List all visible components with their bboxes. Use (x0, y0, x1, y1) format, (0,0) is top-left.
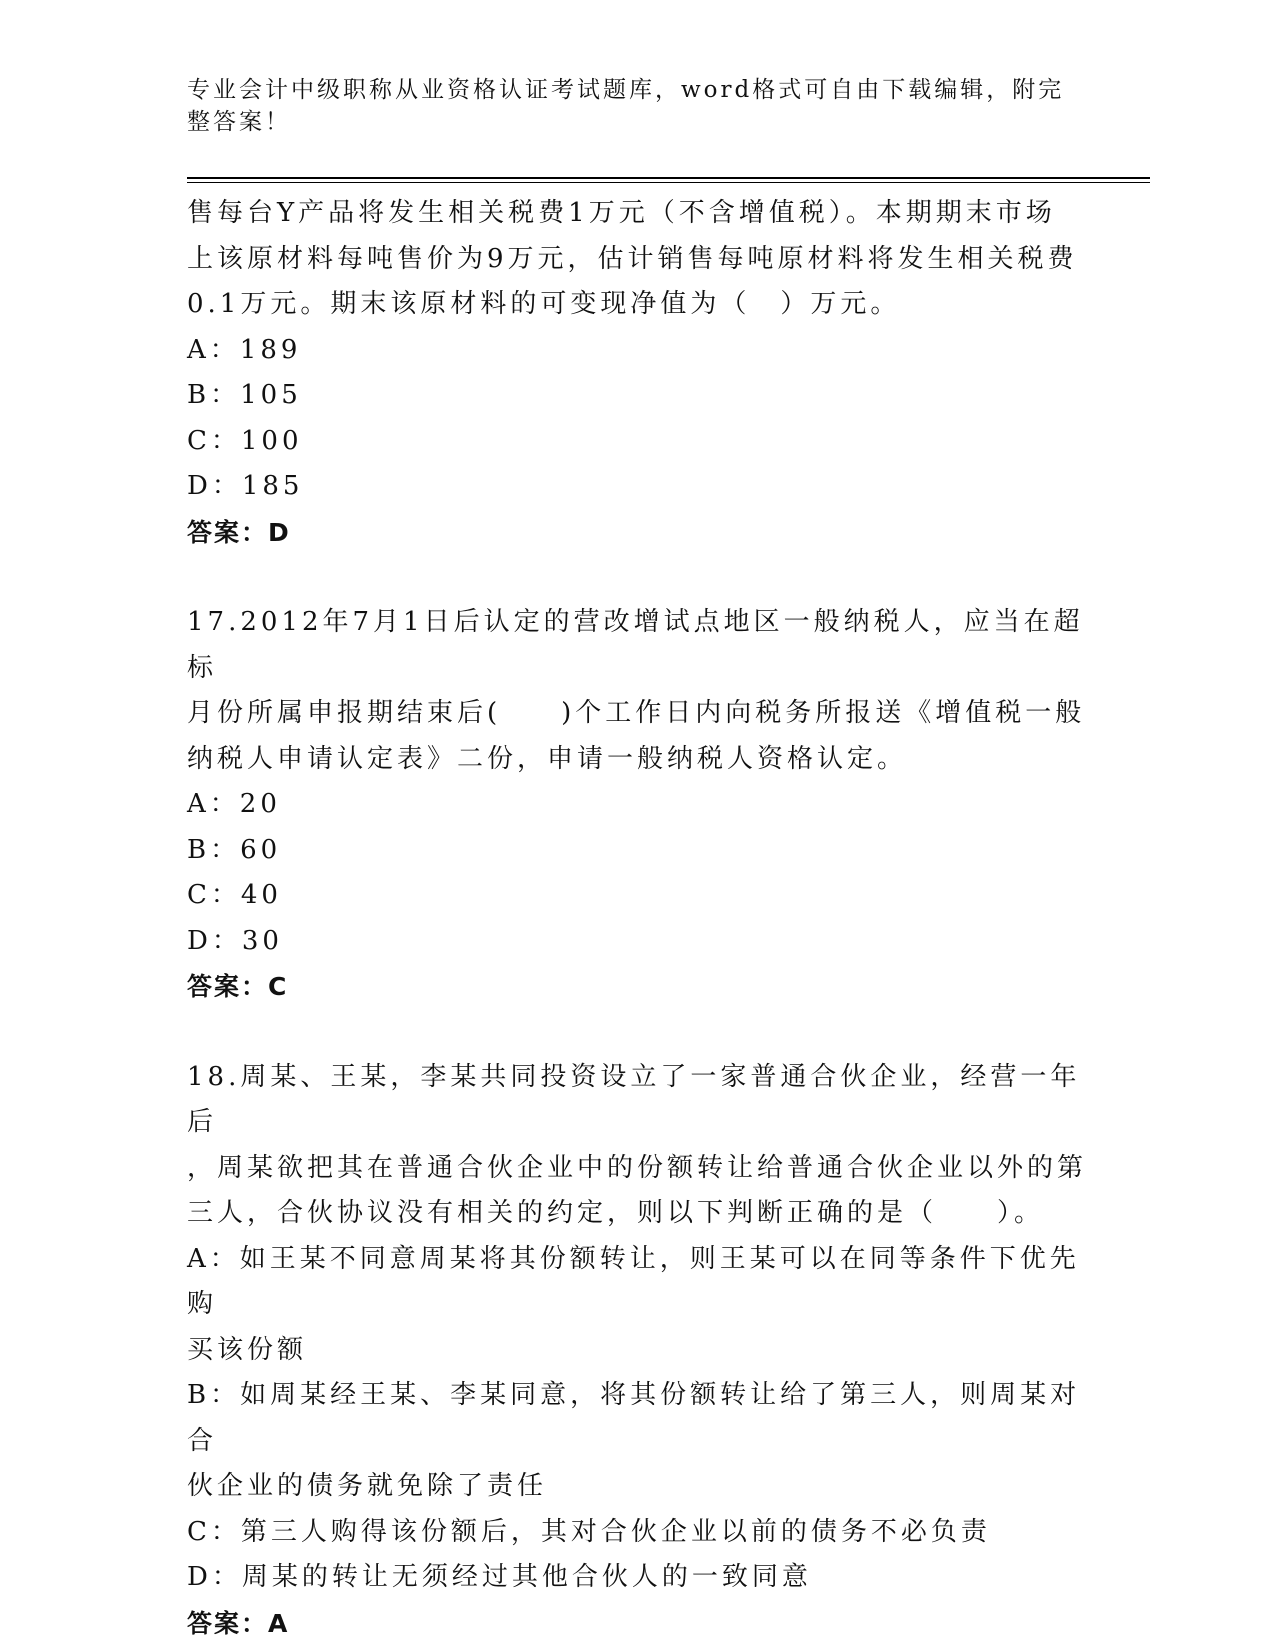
question-stem-line: 三人，合伙协议没有相关的约定，则以下判断正确的是（ ）。 (187, 1198, 1045, 1228)
option-d: D：30 (187, 925, 283, 956)
question-stem-line: 月份所属申报期结束后( )个工作日内向税务所报送《增值税一般 (187, 698, 1086, 728)
question-16 (187, 191, 1087, 555)
answer-label: 答案：D (187, 517, 291, 547)
question-stem-line: ，周某欲把其在普通合伙企业中的份额转让给普通合伙企业以外的第 (187, 1152, 1088, 1183)
question-stem-line: 纳税人申请认定表》二份，申请一般纳税人资格认定。 (187, 743, 908, 774)
document-header: 专业会计中级职称从业资格认证考试题库，word格式可自由下载编辑，附完整答案！ (187, 77, 1065, 135)
answer-label: 答案：C (187, 972, 289, 1001)
question-18 (187, 1055, 1087, 1647)
option-d: D：周某的转让无须经过其他合伙人的一致同意 (187, 1562, 812, 1592)
spacer (187, 1010, 1087, 1055)
header-rule-thick (187, 177, 1150, 179)
question-stem-line: 17.2012年7月1日后认定的营改增试点地区一般纳税人，应当在超标 (187, 607, 1084, 683)
spacer (187, 555, 1087, 600)
question-stem-line: 售每台Y产品将发生相关税费1万元（不含增值税）。本期期末市场 (187, 198, 1056, 228)
option-c: C：第三人购得该份额后，其对合伙企业以前的债务不必负责 (187, 1516, 991, 1547)
option-a: A：20 (187, 789, 281, 819)
option-b: B：如周某经王某、李某同意，将其份额转让给了第三人，则周某对合 (187, 1380, 1081, 1456)
option-b: B：105 (187, 380, 302, 410)
option-b: B：60 (187, 834, 282, 865)
header-rule-thin (187, 182, 1150, 183)
answer-label: 答案：A (187, 1608, 290, 1638)
option-a-continued: 买该份额 (187, 1334, 308, 1365)
document-body (187, 191, 1087, 1646)
question-17 (187, 600, 1087, 1010)
option-a: A：189 (187, 334, 302, 365)
question-stem-line: 18.周某、王某，李某共同投资设立了一家普通合伙企业，经营一年后 (187, 1061, 1081, 1137)
question-stem-line: 上该原材料每吨售价为9万元，估计销售每吨原材料将发生相关税费 (187, 243, 1078, 274)
option-d: D：185 (187, 471, 304, 501)
option-c: C：40 (187, 880, 282, 910)
option-b-continued: 伙企业的债务就免除了责任 (187, 1471, 548, 1501)
option-c: C：100 (187, 425, 303, 456)
question-stem-line: 0.1万元。期末该原材料的可变现净值为（ ）万元。 (187, 289, 901, 319)
option-a: A：如王某不同意周某将其份额转让，则王某可以在同等条件下优先购 (187, 1243, 1080, 1319)
